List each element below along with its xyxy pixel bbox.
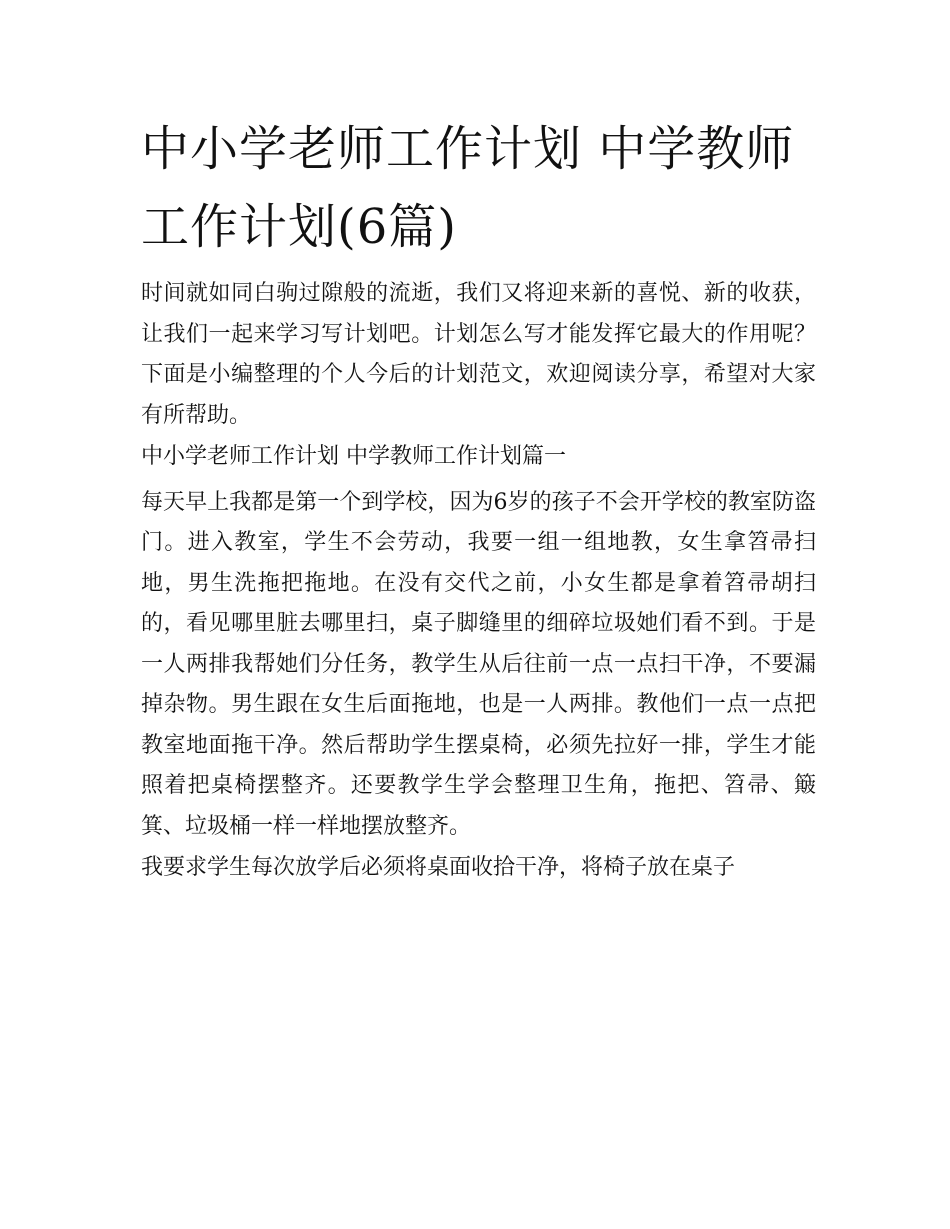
document-page	[141, 110, 816, 890]
section-heading: 中小学老师工作计划 中学教师工作计划篇一	[141, 444, 566, 469]
document-title: 中小学老师工作计划 中学教师工作计划(6篇)	[141, 121, 795, 255]
body-paragraph-1: 每天早上我都是第一个到学校，因为6岁的孩子不会开学校的教室防盗门。进入教室，学生不会劳动，我要一组一组地教，女生拿笤帚扫地，男生洗拖把拖地。在没有交代之前，小女生都是拿着笤帚胡扫的，看见哪里脏去哪里扫，桌子脚缝里的细碎垃圾她们看不到。于是一人两排我帮她们分任务，教学生从后往前一点一点扫干净，不要漏掉杂物。男生跟在女生后面拖地，也是一人两排。教他们一点一点把教室地面拖干净。然后帮助学生摆桌椅，必须先拉好一排，学生才能照着把桌椅摆整齐。还要教学生学会整理卫生角，拖把、笤帚、簸箕、垃圾桶一样一样地摆放整齐。	[141, 489, 816, 839]
body-paragraph-2: 我要求学生每次放学后必须将桌面收拾干净，将椅子放在桌子	[141, 855, 736, 880]
intro-paragraph: 时间就如同白驹过隙般的流逝，我们又将迎来新的喜悦、新的收获，让我们一起来学习写计划吧。计划怎么写才能发挥它最大的作用呢？下面是小编整理的个人今后的计划范文，欢迎阅读分享，希望对大家有所帮助。	[141, 281, 816, 428]
